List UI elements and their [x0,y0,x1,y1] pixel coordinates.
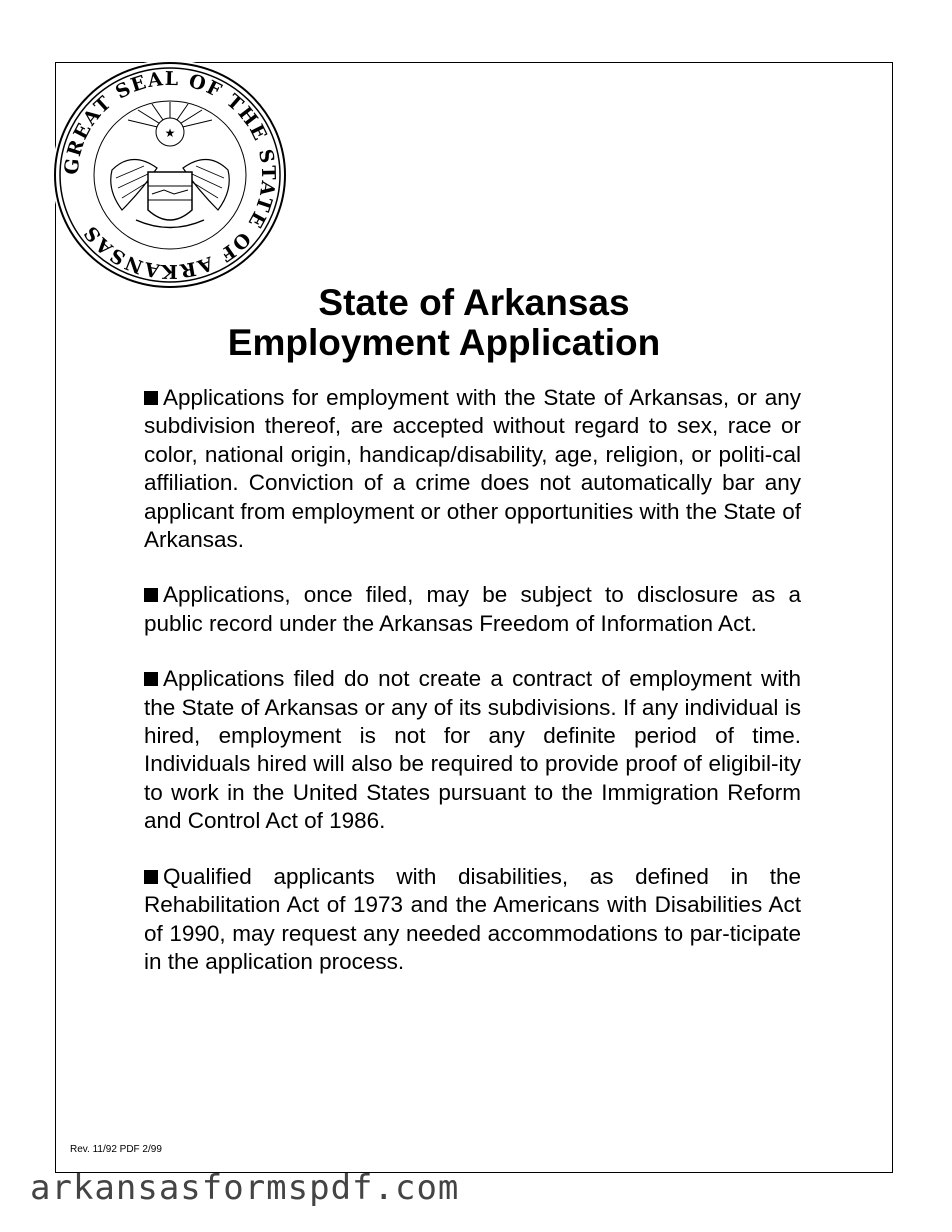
paragraph-no-contract [144,665,801,835]
paragraph-text: Applications for employment with the State of Arkansas, or any subdivision thereof, are accepted without regard to sex, race or color, national origin, handicap/disability, age, religion, or politi-cal affiliation. Conviction of a crime does not automatically bar any applicant from employment or other opportunities with the State of Arkansas. [144,385,801,553]
title-line-1: State of Arkansas [318,282,630,323]
paragraph-public-record [144,581,801,638]
svg-text:GREAT SEAL OF THE STATE OF ARK: GREAT SEAL OF THE STATE OF ARKANSAS [60,67,280,283]
square-bullet-icon [144,588,158,602]
paragraph-nondiscrimination [144,384,801,554]
square-bullet-icon [144,870,158,884]
page-title [55,283,893,363]
paragraph-text: Qualified applicants with disabilities, as defined in the Rehabilitation Act of 1973 and the Americans with Disabilities Act of 1990, may request any needed accommodations to par-ticipate in the application process. [144,863,801,974]
svg-text:★: ★ [164,126,176,140]
paragraph-text: Applications filed do not create a contract of employment with the State of Arkansas or any of its subdivisions. If any individual is hired, employment is not for any definite period of time. Individuals hired will also be required to provide proof of eligibil-ity to work in the United States pursuant to the Immigration Reform and Control Act of 1986. [144,666,801,834]
state-seal-logo [52,60,288,290]
square-bullet-icon [144,672,158,686]
paragraph-accommodations [144,863,801,977]
paragraph-text: Applications, once filed, may be subject to disclosure as a public record under the Arkansas Freedom of Information Act. [144,582,801,636]
watermark-text: arkansasformspdf.com [30,1168,460,1208]
notice-paragraphs [144,384,801,1003]
revision-note: Rev. 11/92 PDF 2/99 [70,1144,162,1155]
title-line-2: Employment Application [227,322,661,363]
square-bullet-icon [144,391,158,405]
